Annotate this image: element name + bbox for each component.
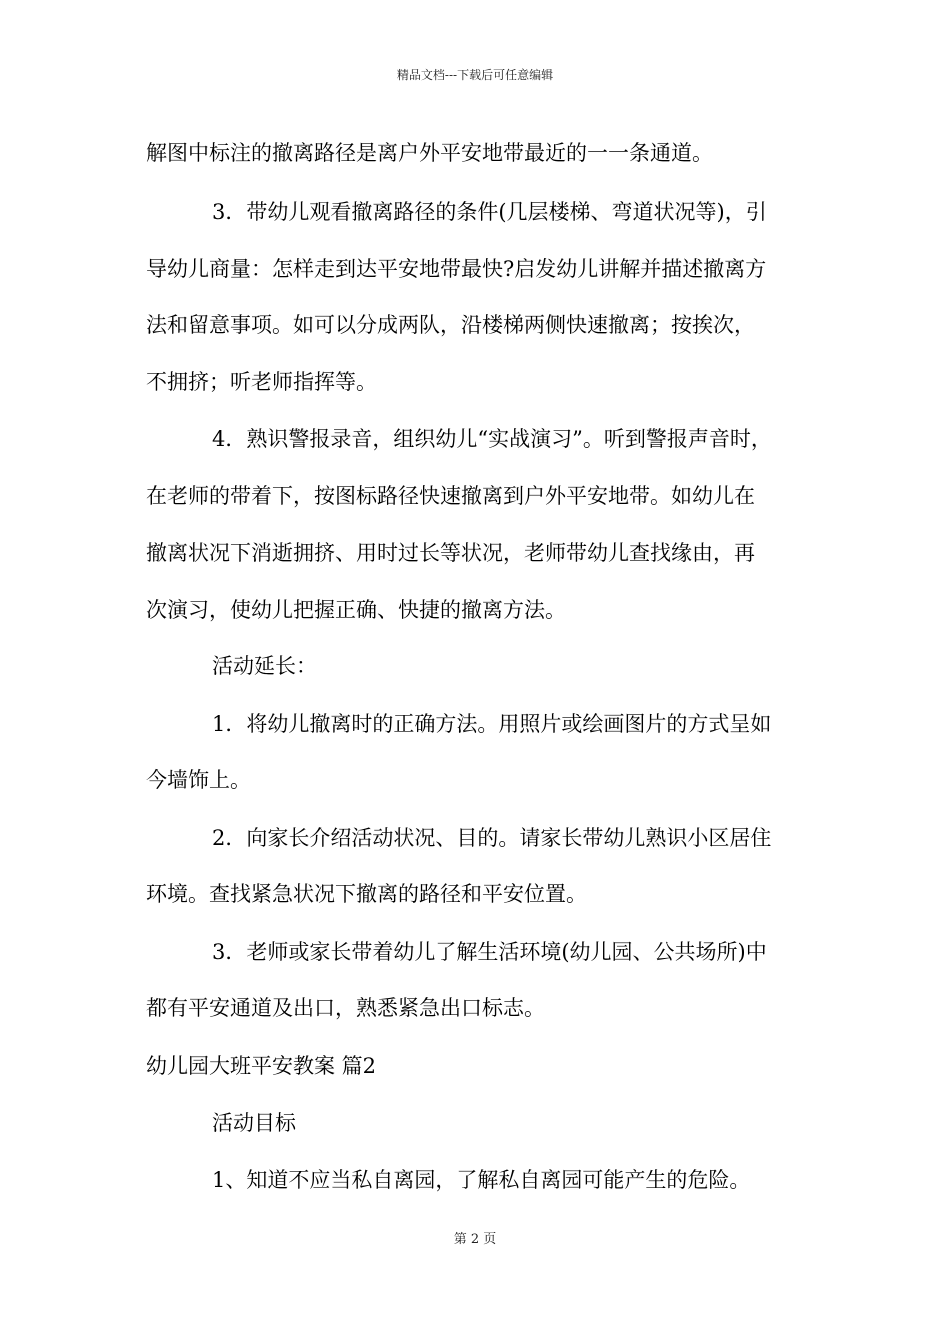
section-heading-activity-extension: 活动延长： bbox=[212, 654, 317, 678]
body-line-2: 3．带幼儿观看撤离路径的条件(几层楼梯、弯道状况等)，引 bbox=[212, 200, 767, 224]
body-line-3: 导幼儿商量：怎样走到达平安地带最快?启发幼儿讲解并描述撤离方 bbox=[146, 257, 767, 281]
page-number: 第 2 页 bbox=[453, 1232, 497, 1247]
body-line-11: 1．将幼儿撤离时的正确方法。用照片或绘画图片的方式呈如 bbox=[212, 712, 772, 736]
body-line-12: 今墙饰上。 bbox=[146, 768, 251, 792]
body-line-9: 次演习，使幼儿把握正确、快捷的撤离方法。 bbox=[146, 598, 566, 622]
body-line-15: 3．老师或家长带着幼儿了解生活环境(幼儿园、公共场所)中 bbox=[212, 940, 767, 964]
body-line-16: 都有平安通道及出口，熟悉紧急出口标志。 bbox=[146, 996, 545, 1020]
body-line-8: 撤离状况下消逝拥挤、用时过长等状况，老师带幼儿查找缘由，再 bbox=[146, 541, 755, 565]
body-line-7: 在老师的带着下，按图标路径快速撤离到户外平安地带。如幼儿在 bbox=[146, 484, 755, 508]
body-line-4: 法和留意事项。如可以分成两队，沿楼梯两侧快速撤离；按挨次， bbox=[146, 313, 755, 337]
body-line-13: 2．向家长介绍活动状况、目的。请家长带幼儿熟识小区居住 bbox=[212, 826, 772, 850]
section-title: 幼儿园大班平安教案 篇2 bbox=[146, 1054, 377, 1078]
body-line-5: 不拥挤；听老师指挥等。 bbox=[146, 370, 377, 394]
section-heading-activity-goals: 活动目标 bbox=[212, 1111, 296, 1135]
body-line-1: 解图中标注的撤离路径是离户外平安地带最近的一一条通道。 bbox=[146, 141, 713, 165]
body-line-6: 4．熟识警报录音，组织幼儿“实战演习”。听到警报声音时， bbox=[212, 427, 772, 451]
body-line-14: 环境。查找紧急状况下撤离的路径和平安位置。 bbox=[146, 882, 587, 906]
body-line-19: 1、知道不应当私自离园，了解私自离园可能产生的危险。 bbox=[212, 1168, 751, 1192]
page-header: 精品文档---下载后可任意编辑 bbox=[396, 68, 554, 82]
